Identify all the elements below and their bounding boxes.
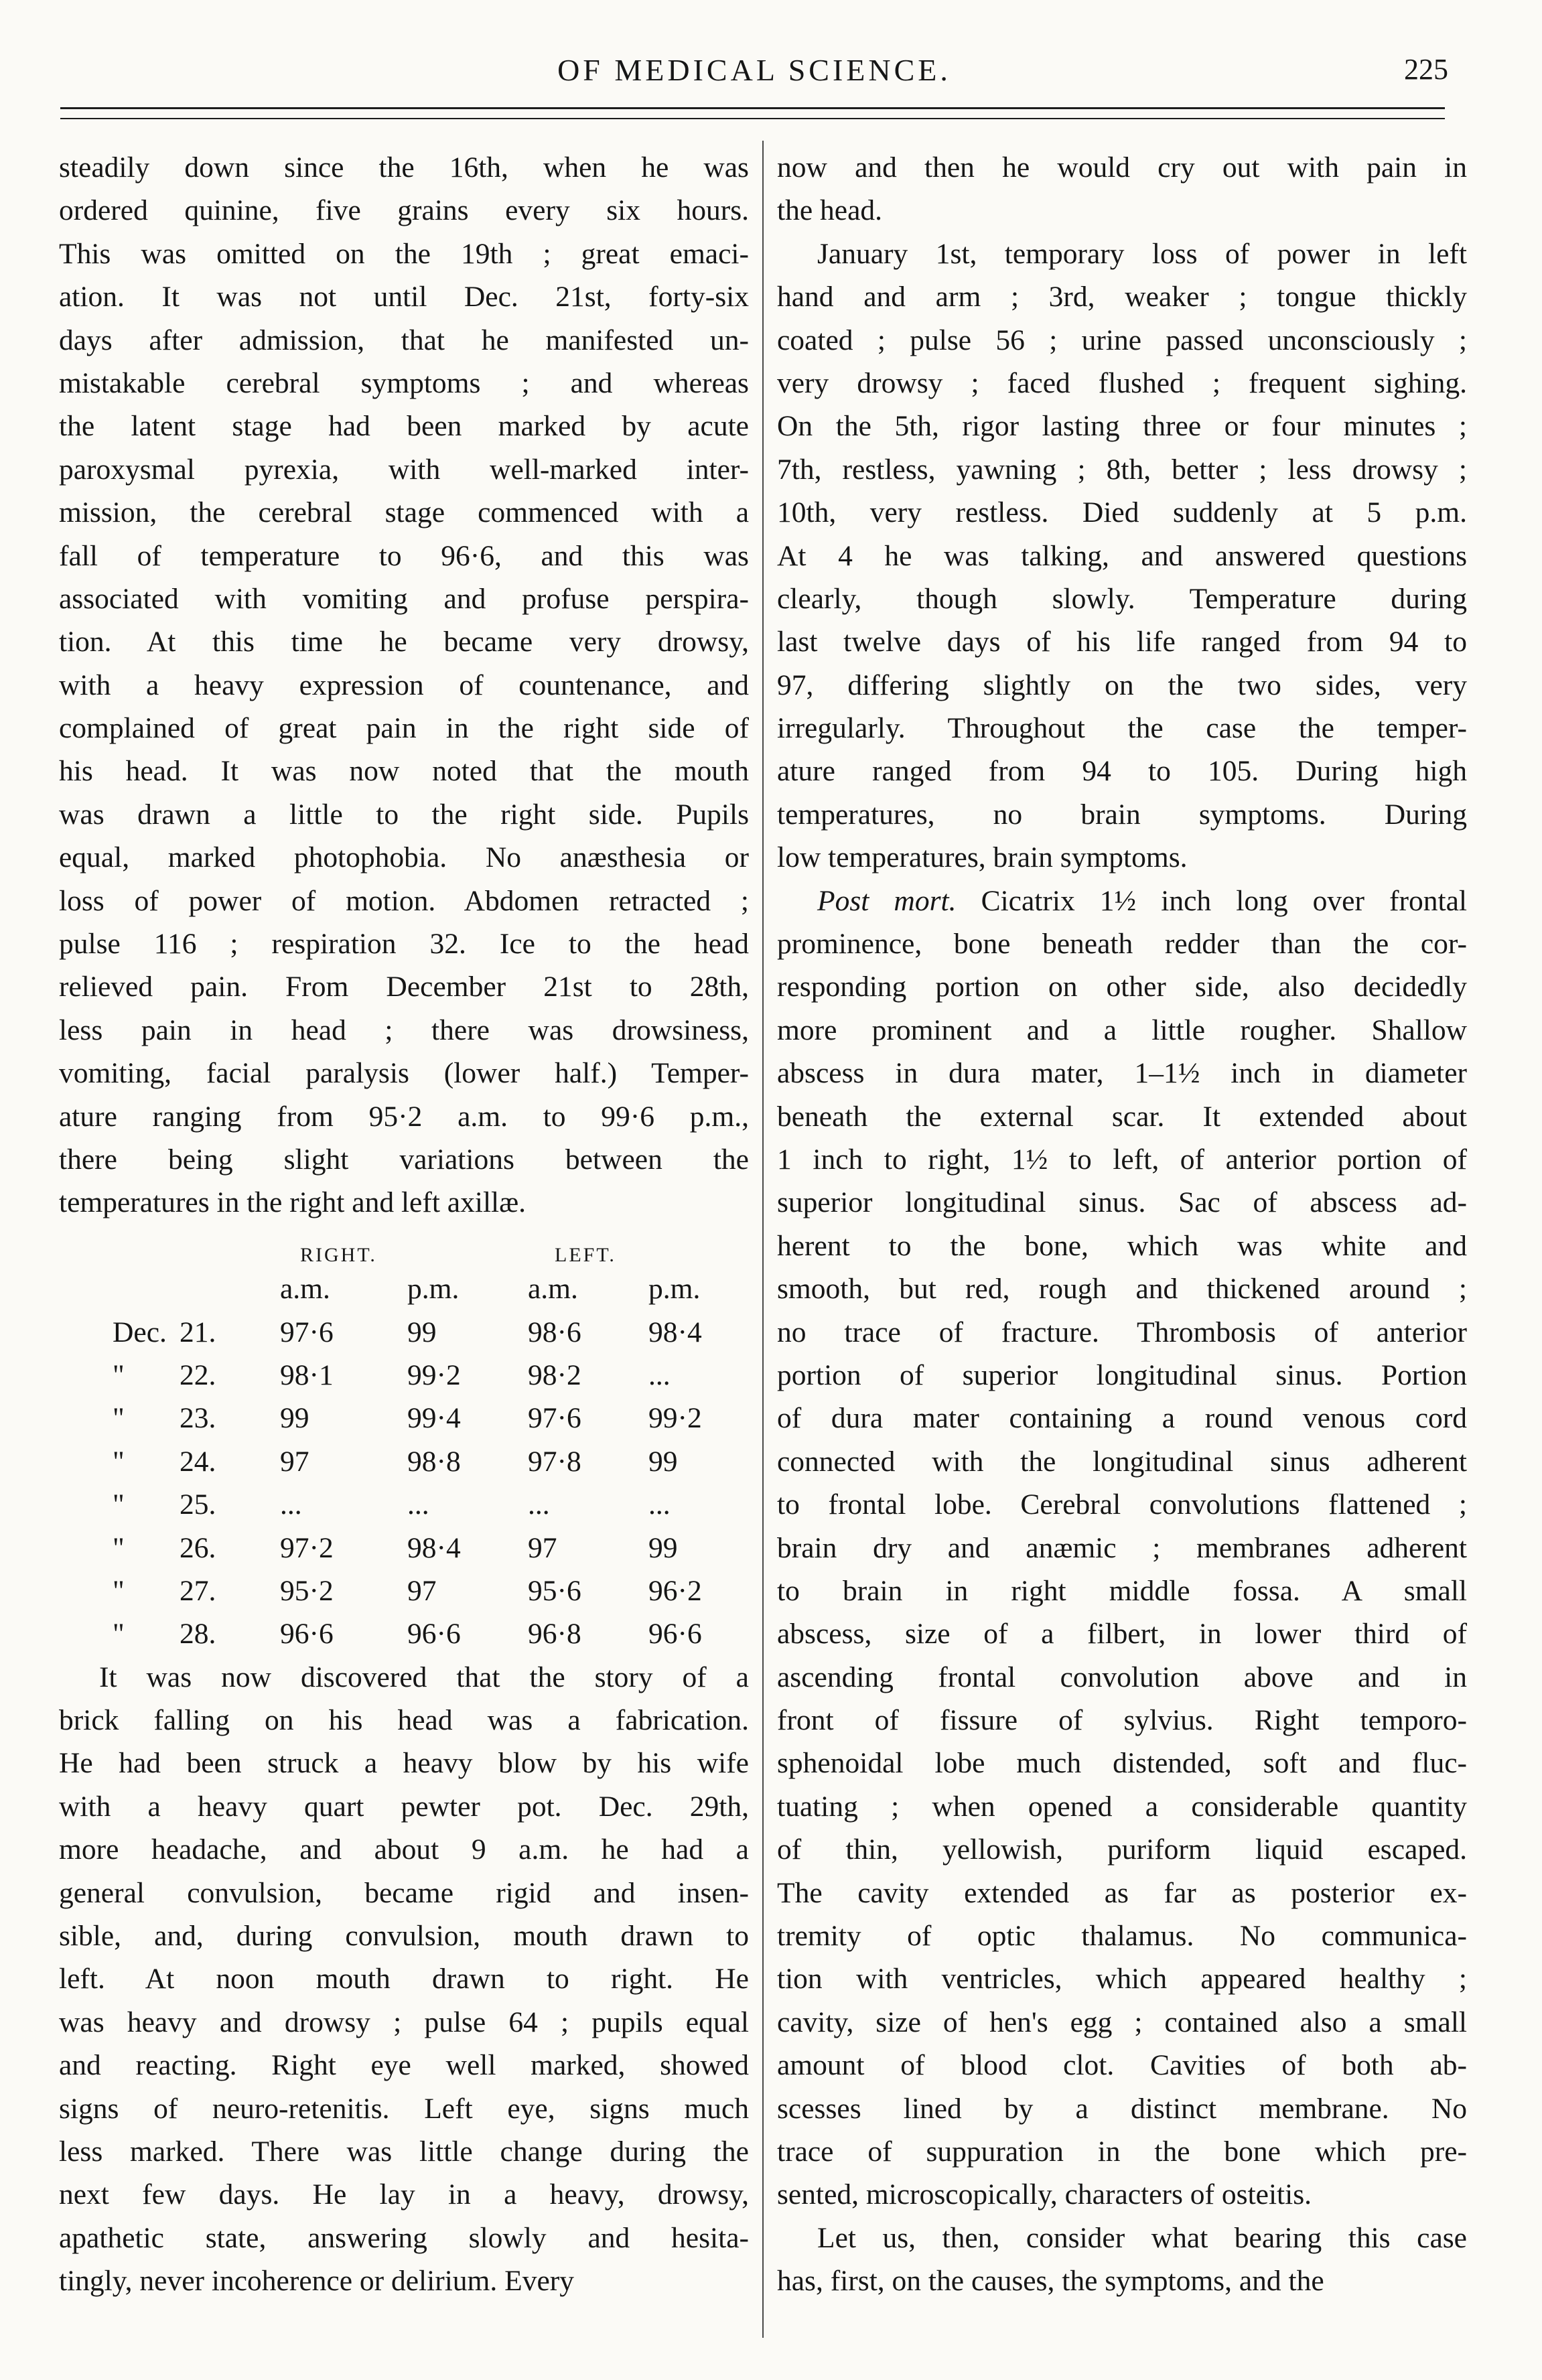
- table-cell-l-am: 97: [528, 1531, 557, 1564]
- header-rule: [60, 107, 1445, 109]
- text-line: ation. It was not until Dec. 21st, forty-six: [59, 281, 749, 313]
- text-line: responding portion on other side, also decidedly: [777, 971, 1467, 1003]
- text-line: sented, microscopically, characters of osteitis.: [777, 2178, 1312, 2211]
- text-line: superior longitudinal sinus. Sac of abscess ad-: [777, 1186, 1467, 1219]
- text-line: coated ; pulse 56 ; urine passed unconsciously ;: [777, 324, 1467, 356]
- table-cell-l-pm: ...: [648, 1488, 671, 1521]
- table-cell-month: ": [113, 1445, 125, 1478]
- text-line: very drowsy ; faced flushed ; frequent sighing.: [777, 366, 1467, 399]
- text-line: brick falling on his head was a fabrication.: [59, 1704, 749, 1737]
- table-cell-day: 22.: [180, 1358, 216, 1391]
- text-line: brain dry and anæmic ; membranes adherent: [777, 1531, 1467, 1564]
- table-cell-r-pm: 99·4: [407, 1402, 461, 1435]
- table-cell-r-pm: 96·6: [407, 1618, 461, 1651]
- text-line: temperatures in the right and left axillæ.: [59, 1186, 526, 1219]
- text-line: next few days. He lay in a heavy, drowsy,: [59, 2178, 749, 2211]
- text-line: smooth, but red, rough and thickened around ;: [777, 1273, 1467, 1306]
- table-cell-day: 28.: [180, 1618, 216, 1651]
- text-line: last twelve days of his life ranged from 94 to: [777, 626, 1467, 658]
- text-line: This was omitted on the 19th ; great emaci-: [59, 237, 749, 270]
- text-line: mission, the cerebral stage commenced with a: [59, 496, 749, 529]
- table-cell-r-pm: 98·4: [407, 1531, 461, 1564]
- text-line: sphenoidal lobe much distended, soft and fluc-: [777, 1747, 1467, 1780]
- text-line: amount of blood clot. Cavities of both ab-: [777, 2049, 1467, 2082]
- table-cell-r-am: 99: [280, 1402, 309, 1435]
- text-line: ature ranging from 95·2 a.m. to 99·6 p.m.,: [59, 1100, 749, 1133]
- text-line: scesses lined by a distinct membrane. No: [777, 2092, 1467, 2125]
- text-line: associated with vomiting and profuse perspira-: [59, 582, 749, 615]
- text-line: to frontal lobe. Cerebral convolutions flattened ;: [777, 1488, 1467, 1521]
- table-cell-r-am: 97·2: [280, 1531, 334, 1564]
- table-row: [59, 1354, 749, 1397]
- text-line: tingly, never incoherence or delirium. Every: [59, 2265, 575, 2298]
- text-line: fall of temperature to 96·6, and this was: [59, 539, 749, 572]
- text-line: with a heavy expression of countenance, and: [59, 669, 749, 701]
- text-line: temperatures, no brain symptoms. During: [777, 798, 1467, 831]
- text-line: more headache, and about 9 a.m. he had a: [59, 1833, 749, 1866]
- text-line: ordered quinine, five grains every six hours.: [59, 194, 749, 227]
- text-line: equal, marked photophobia. No anæsthesia or: [59, 841, 749, 874]
- text-line: At 4 he was talking, and answered questions: [777, 539, 1467, 572]
- text-line: the head.: [777, 194, 883, 227]
- table-cell-r-pm: ...: [407, 1488, 429, 1521]
- table-row: [59, 1311, 749, 1354]
- table-sub-header: [59, 1267, 749, 1310]
- text-line: days after admission, that he manifested un-: [59, 324, 749, 356]
- text-line: [777, 880, 1467, 922]
- table-row: [59, 1612, 749, 1655]
- header-rule-thin: [60, 118, 1445, 119]
- text-line: was drawn a little to the right side. Pupils: [59, 798, 749, 831]
- table-cell-l-pm: 96·6: [648, 1618, 702, 1651]
- table-cell-month: Dec.: [113, 1316, 167, 1348]
- table-cell-day: 23.: [180, 1402, 216, 1435]
- text-line: clearly, though slowly. Temperature during: [777, 582, 1467, 615]
- text-line: January 1st, temporary loss of power in left: [817, 237, 1467, 270]
- table-row: [59, 1569, 749, 1612]
- table-cell-l-am: 98·2: [528, 1358, 581, 1391]
- table-cell-day: 21.: [180, 1316, 216, 1348]
- text-line: The cavity extended as far as posterior ex-: [777, 1876, 1467, 1909]
- table-header-right: RIGHT.: [300, 1243, 377, 1266]
- text-line: beneath the external scar. It extended about: [777, 1100, 1467, 1133]
- right-text-block-2: [777, 922, 1467, 2303]
- table-cell-day: 27.: [180, 1574, 216, 1607]
- text-line: portion of superior longitudinal sinus. Portion: [777, 1358, 1467, 1391]
- text-line: less pain in head ; there was drowsiness,: [59, 1013, 749, 1046]
- table-body: [59, 1311, 749, 1656]
- text-line: low temperatures, brain symptoms.: [777, 841, 1188, 874]
- page-number: 225: [1404, 53, 1448, 86]
- text-line: trace of suppuration in the bone which pre-: [777, 2135, 1467, 2168]
- text-line: no trace of fracture. Thrombosis of anterior: [777, 1316, 1467, 1348]
- text-line: hand and arm ; 3rd, weaker ; tongue thickly: [777, 281, 1467, 313]
- text-line: tuating ; when opened a considerable quantity: [777, 1790, 1467, 1823]
- table-cell-month: ": [113, 1358, 125, 1391]
- text-line: now and then he would cry out with pain in: [777, 151, 1467, 184]
- text-line: abscess in dura mater, 1–1½ inch in diameter: [777, 1057, 1467, 1090]
- table-cell-day: 24.: [180, 1445, 216, 1478]
- text-line: front of fissure of sylvius. Right temporo-: [777, 1704, 1467, 1737]
- text-line: signs of neuro-retenitis. Left eye, signs much: [59, 2092, 749, 2125]
- table-cell-r-pm: 98·8: [407, 1445, 461, 1478]
- running-title: OF MEDICAL SCIENCE.: [557, 53, 951, 87]
- table-cell-l-am: 97·8: [528, 1445, 581, 1478]
- table-cell-r-pm: 97: [407, 1574, 437, 1607]
- table-subheader: a.m.: [280, 1273, 330, 1306]
- table-row: [59, 1527, 749, 1569]
- column-divider: [762, 141, 764, 2338]
- table-cell-l-am: 98·6: [528, 1316, 581, 1348]
- text-line: sible, and, during convulsion, mouth drawn to: [59, 1920, 749, 1953]
- table-group-header: [59, 1224, 749, 1267]
- table-cell-r-am: 96·6: [280, 1618, 334, 1651]
- temperature-table: [59, 1224, 749, 1656]
- text-line: ature ranged from 94 to 105. During high: [777, 755, 1467, 788]
- table-cell-r-am: 97: [280, 1445, 309, 1478]
- table-cell-r-am: ...: [280, 1488, 302, 1521]
- text-line: of dura mater containing a round venous cord: [777, 1402, 1467, 1435]
- text-line: pulse 116 ; respiration 32. Ice to the head: [59, 928, 749, 961]
- table-cell-l-pm: 99: [648, 1445, 678, 1478]
- text-line: Let us, then, consider what bearing this case: [817, 2221, 1467, 2254]
- table-cell-l-pm: 99: [648, 1531, 678, 1564]
- text-line: of thin, yellowish, puriform liquid escaped.: [777, 1833, 1467, 1866]
- text-line: herent to the bone, which was white and: [777, 1229, 1467, 1262]
- text-line: connected with the longitudinal sinus adherent: [777, 1445, 1467, 1478]
- text-line: On the 5th, rigor lasting three or four minutes ;: [777, 410, 1467, 443]
- table-cell-month: ": [113, 1402, 125, 1435]
- text-line: tion with ventricles, which appeared healthy ;: [777, 1963, 1467, 1996]
- table-cell-r-am: 95·2: [280, 1574, 334, 1607]
- table-cell-month: ": [113, 1618, 125, 1651]
- table-cell-r-am: 97·6: [280, 1316, 334, 1348]
- left-text-block: [59, 146, 749, 1224]
- left-column: [59, 146, 749, 2303]
- table-header-left: LEFT.: [555, 1243, 616, 1266]
- text-line: and reacting. Right eye well marked, showed: [59, 2049, 749, 2082]
- table-cell-l-am: ...: [528, 1488, 550, 1521]
- table-cell-month: ": [113, 1574, 125, 1607]
- text-line: It was now discovered that the story of a: [99, 1661, 749, 1693]
- table-subheader: p.m.: [407, 1273, 460, 1306]
- table-cell-l-pm: ...: [648, 1358, 671, 1391]
- table-cell-month: ": [113, 1531, 125, 1564]
- table-subheader: p.m.: [648, 1273, 701, 1306]
- text-line: steadily down since the 16th, when he was: [59, 151, 749, 184]
- text-line: general convulsion, became rigid and insen-: [59, 1876, 749, 1909]
- text-line: 1 inch to right, 1½ to left, of anterior portion of: [777, 1143, 1467, 1176]
- running-head: [60, 52, 1448, 106]
- table-cell-day: 25.: [180, 1488, 216, 1521]
- text-line: tremity of optic thalamus. No communica-: [777, 1920, 1467, 1953]
- table-cell-l-am: 97·6: [528, 1402, 581, 1435]
- table-cell-r-pm: 99·2: [407, 1358, 461, 1391]
- text-line: more prominent and a little rougher. Shallow: [777, 1013, 1467, 1046]
- right-text-block: [777, 146, 1467, 880]
- table-cell-l-am: 96·8: [528, 1618, 581, 1651]
- text-line: cavity, size of hen's egg ; contained also a small: [777, 2006, 1467, 2038]
- table-cell-r-am: 98·1: [280, 1358, 334, 1391]
- left-text-block-after: [59, 1656, 749, 2303]
- table-cell-r-pm: 99: [407, 1316, 437, 1348]
- text-line: the latent stage had been marked by acute: [59, 410, 749, 443]
- text-line: left. At noon mouth drawn to right. He: [59, 1963, 749, 1996]
- text-line: 97, differing slightly on the two sides, very: [777, 669, 1467, 701]
- text-line: complained of great pain in the right side of: [59, 712, 749, 745]
- post-mort-text: Cicatrix 1½ inch long over frontal: [981, 884, 1467, 917]
- text-line: abscess, size of a filbert, in lower third of: [777, 1618, 1467, 1651]
- text-line: tion. At this time he became very drowsy,: [59, 626, 749, 658]
- text-line: paroxysmal pyrexia, with well-marked inter-: [59, 453, 749, 486]
- text-line: ascending frontal convolution above and in: [777, 1661, 1467, 1693]
- table-cell-l-pm: 98·4: [648, 1316, 702, 1348]
- text-line: apathetic state, answering slowly and hesita-: [59, 2221, 749, 2254]
- table-row: [59, 1483, 749, 1526]
- text-line: 7th, restless, yawning ; 8th, better ; less drowsy ;: [777, 453, 1467, 486]
- text-line: there being slight variations between the: [59, 1143, 749, 1176]
- text-line: vomiting, facial paralysis (lower half.) Temper-: [59, 1057, 749, 1090]
- table-cell-day: 26.: [180, 1531, 216, 1564]
- text-line: He had been struck a heavy blow by his wife: [59, 1747, 749, 1780]
- text-line: was heavy and drowsy ; pulse 64 ; pupils equal: [59, 2006, 749, 2038]
- table-cell-l-am: 95·6: [528, 1574, 581, 1607]
- text-line: irregularly. Throughout the case the temper-: [777, 712, 1467, 745]
- text-line: mistakable cerebral symptoms ; and whereas: [59, 366, 749, 399]
- text-line: has, first, on the causes, the symptoms, and the: [777, 2265, 1324, 2298]
- table-cell-month: ": [113, 1488, 125, 1521]
- table-row: [59, 1440, 749, 1483]
- text-line: to brain in right middle fossa. A small: [777, 1574, 1467, 1607]
- post-mort-label: Post mort.: [817, 884, 957, 917]
- table-row: [59, 1397, 749, 1440]
- text-line: prominence, bone beneath redder than the cor-: [777, 928, 1467, 961]
- text-line: less marked. There was little change during the: [59, 2135, 749, 2168]
- right-column: [777, 146, 1467, 2303]
- table-subheader: a.m.: [528, 1273, 578, 1306]
- text-line: his head. It was now noted that the mouth: [59, 755, 749, 788]
- text-line: relieved pain. From December 21st to 28th,: [59, 971, 749, 1003]
- table-cell-l-pm: 99·2: [648, 1402, 702, 1435]
- text-line: with a heavy quart pewter pot. Dec. 29th,: [59, 1790, 749, 1823]
- table-cell-l-pm: 96·2: [648, 1574, 702, 1607]
- text-line: loss of power of motion. Abdomen retracted ;: [59, 884, 749, 917]
- text-line: 10th, very restless. Died suddenly at 5 p.m.: [777, 496, 1467, 529]
